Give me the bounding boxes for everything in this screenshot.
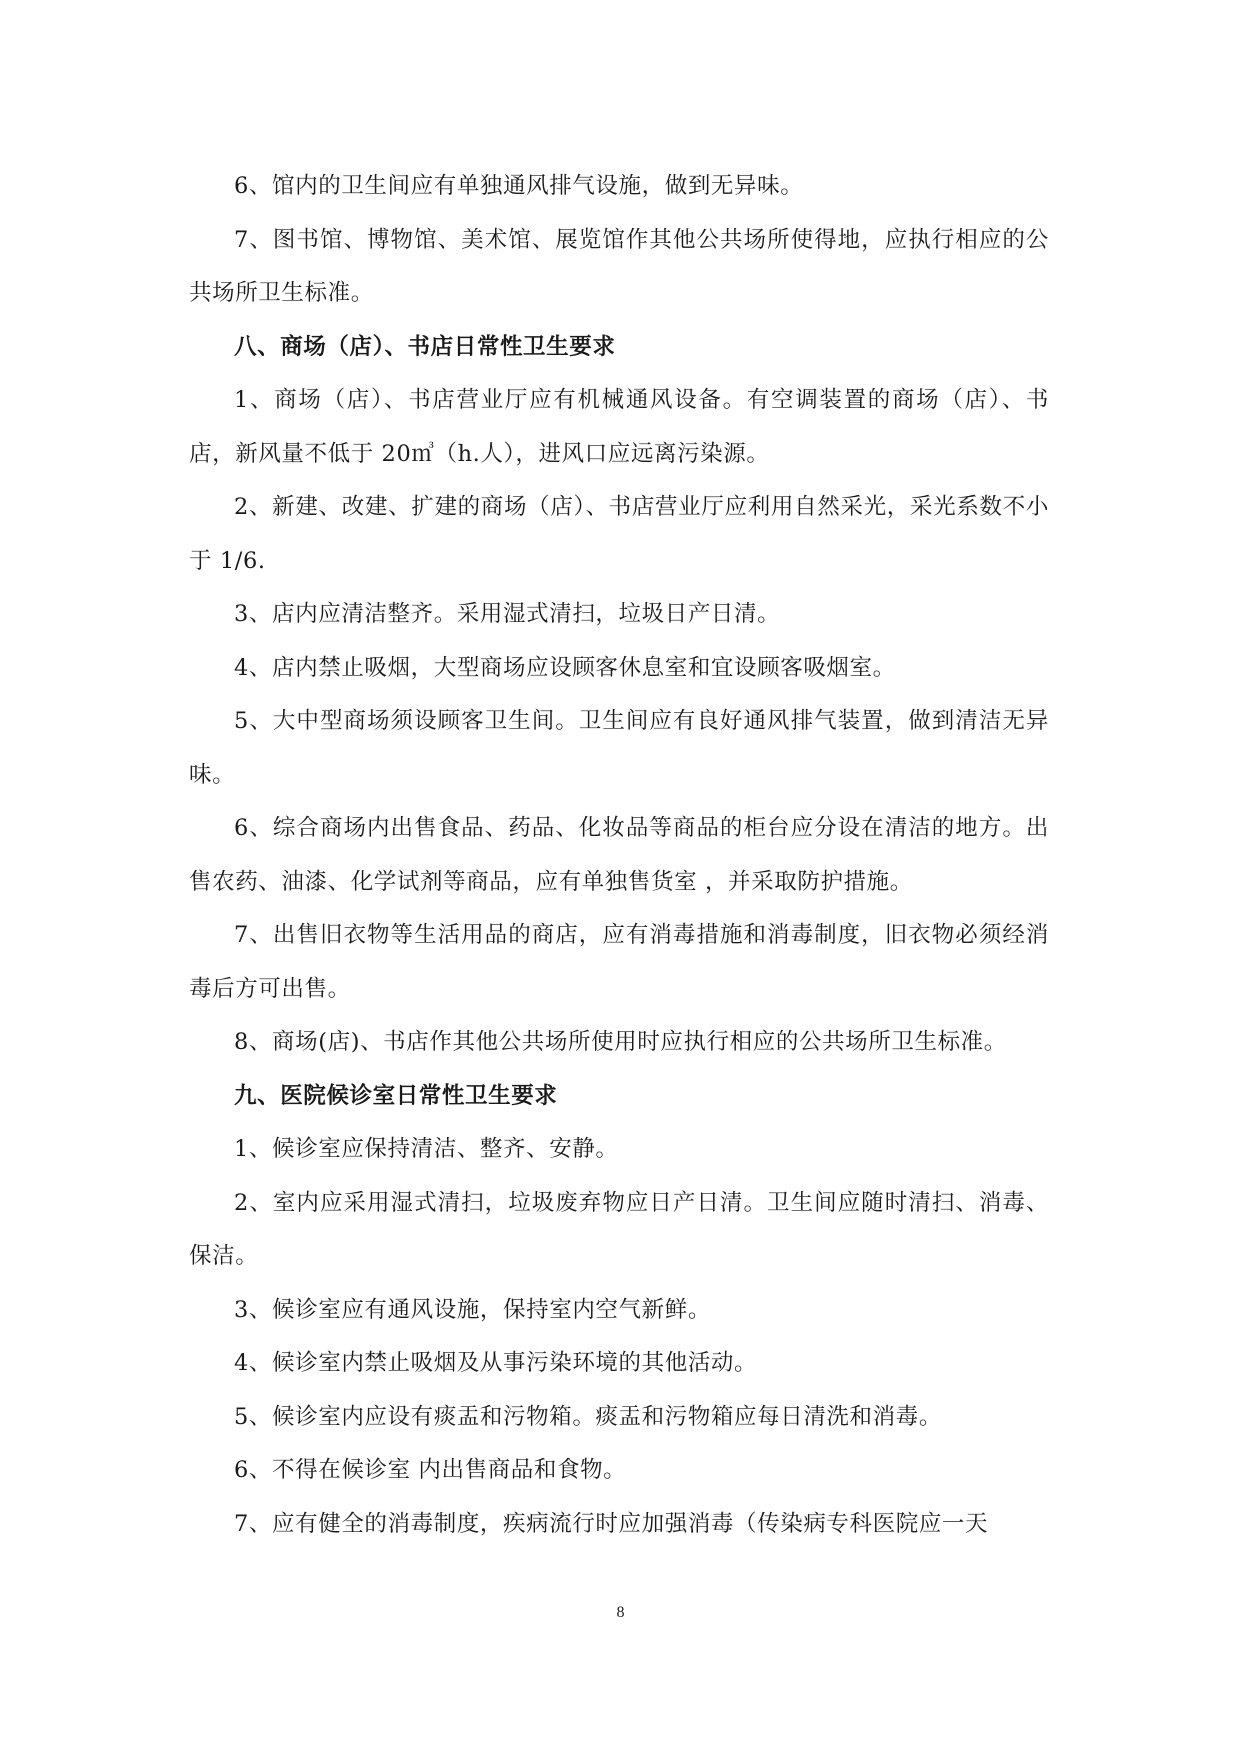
page-number: 8	[616, 1604, 625, 1621]
paragraph: 4、店内禁止吸烟，大型商场应设顾客休息室和宜设顾客吸烟室。	[234, 654, 896, 681]
section-heading: 八、商场（店）、书店日常性卫生要求	[234, 333, 616, 360]
paragraph: 1、商场（店）、书店营业厅应有机械通风设备。有空调装置的商场（店）、书店，新风量不低于 20㎥（h.人），进风口应远离污染源。	[189, 387, 1049, 467]
paragraph: 7、出售旧衣物等生活用品的商店，应有消毒措施和消毒制度，旧衣物必须经消毒后方可出售。	[189, 922, 1049, 1002]
paragraph: 3、店内应清洁整齐。采用湿式清扫，垃圾日产日清。	[234, 601, 781, 627]
paragraph: 6、馆内的卫生间应有单独通风排气设施，做到无异味。	[234, 173, 804, 199]
paragraph: 7、应有健全的消毒制度，疾病流行时应加强消毒（传染病专科医院应一天	[234, 1510, 989, 1537]
paragraph: 5、大中型商场须设顾客卫生间。卫生间应有良好通风排气装置，做到清洁无异味。	[189, 708, 1049, 788]
section-heading: 九、医院候诊室日常性卫生要求	[234, 1082, 558, 1109]
paragraph: 8、商场(店)、书店作其他公共场所使用时应执行相应的公共场所卫生标准。	[234, 1029, 1007, 1055]
paragraph: 7、图书馆、博物馆、美术馆、展览馆作其他公共场所使得地，应执行相应的公共场所卫生标准。	[189, 226, 1049, 306]
paragraph: 2、新建、改建、扩建的商场（店）、书店营业厅应利用自然采光，采光系数不小于 1/6.	[189, 494, 1049, 574]
paragraph: 4、候诊室内禁止吸烟及从事污染环境的其他活动。	[234, 1350, 758, 1376]
paragraph: 6、不得在候诊室 内出售商品和食物。	[234, 1457, 627, 1483]
paragraph: 5、候诊室内应设有痰盂和污物箱。痰盂和污物箱应每日清洗和消毒。	[234, 1403, 942, 1430]
document-body	[189, 160, 1049, 1551]
paragraph: 6、综合商场内出售食品、药品、化妆品等商品的柜台应分设在清洁的地方。出售农药、油漆、化学试剂等商品，应有单独售货室 ，并采取防护措施。	[189, 815, 1049, 895]
paragraph: 3、候诊室应有通风设施，保持室内空气新鲜。	[234, 1296, 711, 1323]
paragraph: 1、候诊室应保持清洁、整齐、安静。	[234, 1136, 619, 1162]
paragraph: 2、室内应采用湿式清扫，垃圾废弃物应日产日清。卫生间应随时清扫、消毒、保洁。	[189, 1189, 1049, 1269]
